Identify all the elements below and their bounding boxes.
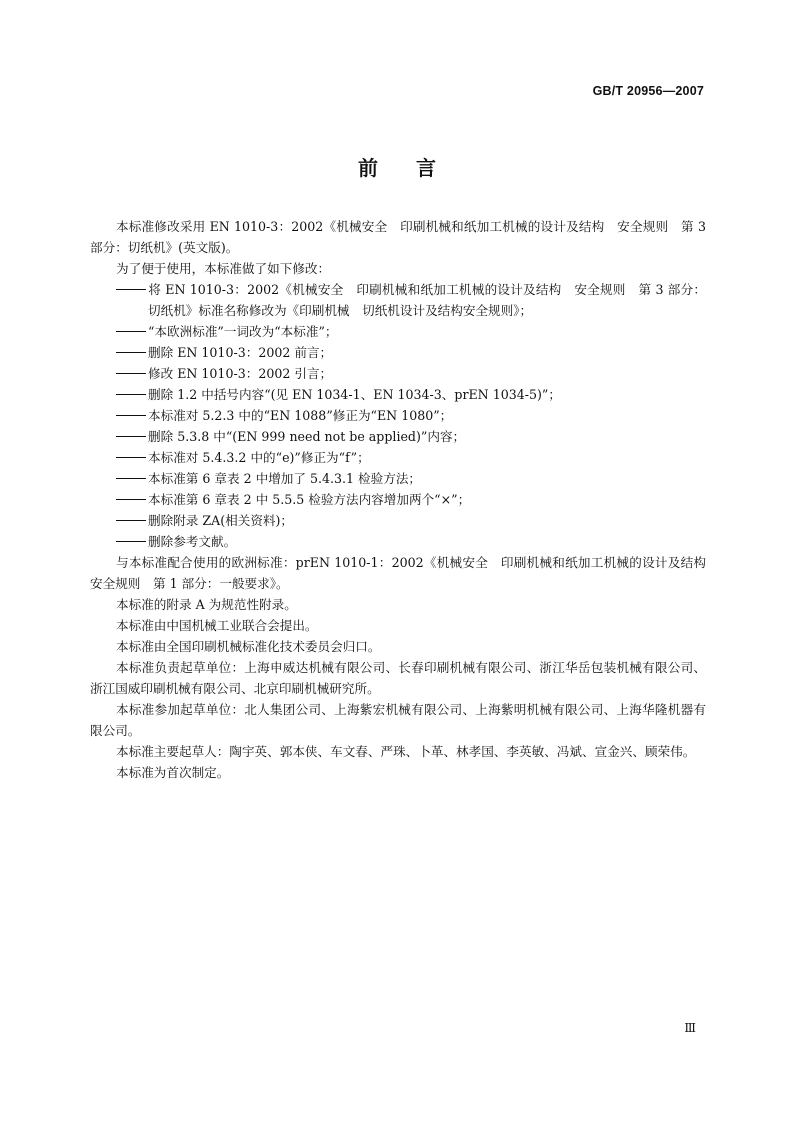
em-dash-bullet xyxy=(116,468,148,489)
paragraph: 本标准为首次制定。 xyxy=(116,765,230,780)
page-title: 前言 xyxy=(358,156,474,180)
em-dash-bullet xyxy=(116,531,148,552)
paragraph: 本标准参加起草单位：北人集团公司、上海紫宏机械有限公司、上海紫明机械有限公司、上海华隆机器有限公司。 xyxy=(90,702,706,738)
modification-item: 删除 1.2 中括号内容“(见 EN 1034-1、EN 1034-3、prEN 1034-5)”； xyxy=(90,384,706,405)
modification-item: 本标准第 6 章表 2 中增加了 5.4.3.1 检验方法； xyxy=(90,468,706,489)
em-dash-bullet xyxy=(116,384,148,405)
em-dash-bullet xyxy=(116,321,148,342)
paragraph: 本标准由中国机械工业联合会提出。 xyxy=(116,618,318,633)
em-dash-bullet xyxy=(116,279,148,300)
paragraph: 为了便于使用，本标准做了如下修改： xyxy=(116,261,331,276)
modification-item: 本标准对 5.2.3 中的“EN 1088”修正为“EN 1080”； xyxy=(90,405,706,426)
page-number: Ⅲ xyxy=(684,1021,696,1035)
modification-item: 本标准第 6 章表 2 中 5.5.5 检验方法内容增加两个“×”； xyxy=(90,489,706,510)
em-dash-bullet xyxy=(116,405,148,426)
em-dash-bullet xyxy=(116,489,148,510)
standard-number: GB/T 20956—2007 xyxy=(592,84,704,98)
em-dash-bullet xyxy=(116,447,148,468)
paragraph: 本标准的附录 A 为规范性附录。 xyxy=(116,597,297,612)
em-dash-bullet xyxy=(116,426,148,447)
modification-item: “本欧洲标准”一词改为“本标准”； xyxy=(90,321,706,342)
modification-item: 删除 EN 1010-3：2002 前言； xyxy=(90,342,706,363)
paragraph: 本标准由全国印刷机械标准化技术委员会归口。 xyxy=(116,639,381,654)
modification-item: 将 EN 1010-3：2002《机械安全 印刷机械和纸加工机械的设计及结构 安全规则 第 3 部分：切纸机》标准名称修改为《印刷机械 切纸机设计及结构安全规则》； xyxy=(90,279,706,321)
em-dash-bullet xyxy=(116,510,148,531)
modification-item: 删除 5.3.8 中“(EN 999 need not be applied)”内容； xyxy=(90,426,706,447)
paragraph: 本标准主要起草人：陶宇英、郭本侠、车文春、严珠、卜革、林孝国、李英敏、冯斌、宣金兴、顾荣伟。 xyxy=(116,744,696,759)
em-dash-bullet xyxy=(116,342,148,363)
paragraph: 本标准修改采用 EN 1010-3：2002《机械安全 印刷机械和纸加工机械的设计及结构 安全规则 第 3 部分：切纸机》(英文版)。 xyxy=(90,219,706,255)
em-dash-bullet xyxy=(116,363,148,384)
paragraph: 本标准负责起草单位：上海申威达机械有限公司、长春印刷机械有限公司、浙江华岳包装机械有限公司、浙江国威印刷机械有限公司、北京印刷机械研究所。 xyxy=(90,660,706,696)
paragraph: 与本标准配合使用的欧洲标准：prEN 1010-1：2002《机械安全 印刷机械和纸加工机械的设计及结构 安全规则 第 1 部分：一般要求》。 xyxy=(90,555,719,591)
document-body xyxy=(90,216,719,783)
modification-item: 本标准对 5.4.3.2 中的“e)”修正为“f”； xyxy=(90,447,706,468)
modification-item: 删除附录 ZA(相关资料)； xyxy=(90,510,706,531)
modification-item: 删除参考文献。 xyxy=(90,531,706,552)
modification-item: 修改 EN 1010-3：2002 引言； xyxy=(90,363,706,384)
